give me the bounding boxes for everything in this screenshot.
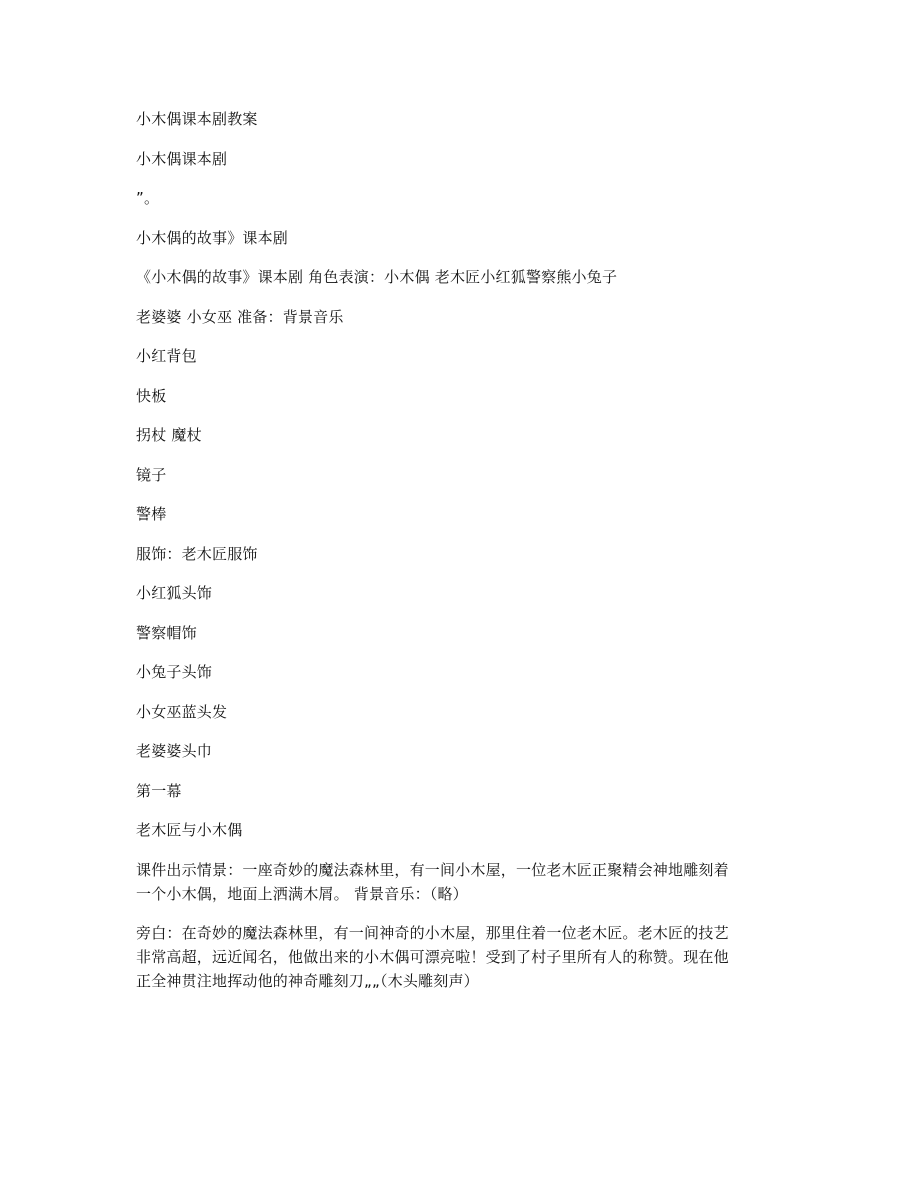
text-line: ”。 — [136, 189, 160, 207]
text-line: 小木偶的故事》课本剧 — [136, 228, 289, 247]
scene-description-paragraph: 课件出示情景：一座奇妙的魔法森林里，有一间小木屋，一位老木匠正聚精会神地雕刻着 一个小木偶，地面上洒满木屑。 背景音乐：（略） — [136, 860, 729, 903]
text-line: 小兔子头饰 — [136, 663, 213, 681]
narration-paragraph: 旁白：在奇妙的魔法森林里，有一间神奇的小木屋，那里住着一位老木匠。老木匠的技艺 非常高超，远近闻名，他做出来的小木偶可漂亮啦！受到了村子里所有人的称赞。现在他 正全神贯注地挥动他的神奇雕刻刀„„（木头雕刻声） — [136, 924, 729, 990]
text-line: 《小木偶的故事》课本剧 角色表演：小木偶 老木匠小红狐警察熊小兔子 — [136, 268, 618, 286]
text-line: 镜子 — [136, 465, 167, 484]
document-title: 小木偶课本剧教案 — [136, 110, 258, 128]
text-line: 警察帽饰 — [136, 623, 197, 642]
text-line: 小红背包 — [136, 347, 197, 365]
section-heading: 第一幕 — [136, 781, 182, 800]
text-line: 服饰：老木匠服饰 — [136, 544, 258, 563]
text-line: 小木偶课本剧 — [136, 149, 228, 168]
text-line: 拐杖 魔杖 — [136, 426, 202, 444]
text-line: 快板 — [136, 386, 167, 405]
document-body — [136, 107, 786, 1009]
text-line: 警棒 — [136, 505, 167, 523]
text-line: 小红狐头饰 — [136, 584, 213, 602]
text-line: 老婆婆头巾 — [136, 742, 213, 760]
text-line: 老婆婆 小女巫 准备：背景音乐 — [136, 307, 344, 326]
section-subheading: 老木匠与小木偶 — [136, 821, 243, 839]
text-line: 小女巫蓝头发 — [136, 702, 228, 721]
